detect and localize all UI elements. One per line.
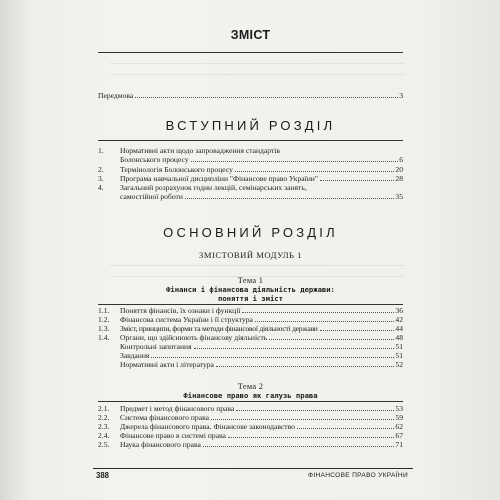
leader-dots: [320, 179, 394, 181]
toc-entry-continuation[interactable]: [98, 155, 403, 164]
topic-label: Тема 2: [237, 382, 264, 391]
leader-dots: [235, 170, 395, 172]
divider: [98, 304, 403, 305]
toc-entry-continuation[interactable]: [98, 192, 403, 201]
toc-entry-number: 3.: [98, 174, 104, 183]
toc-entry-page: 42: [395, 315, 403, 324]
leader-dots: [151, 356, 394, 358]
toc-entry-number: 1.: [98, 146, 104, 155]
toc-entry-text: Програма навчальної дисципліни "Фінансове право України": [120, 174, 318, 183]
toc-entry[interactable]: [98, 404, 403, 413]
toc-entry[interactable]: [98, 440, 403, 449]
toc-entry-page: 51: [395, 351, 403, 360]
leader-dots: [320, 329, 395, 331]
toc-entry-page: 53: [395, 404, 403, 413]
toc-entry[interactable]: [98, 431, 403, 440]
toc-entry-text: Загальний розрахунок годин лекцій, семінарських занять,: [120, 183, 307, 192]
toc-entry[interactable]: [98, 315, 403, 324]
show-through-line: [110, 265, 405, 266]
divider: [98, 401, 403, 402]
show-through-line: [110, 74, 405, 75]
toc-entry-text: Фінансова система України і її структура: [120, 315, 253, 324]
toc-entry[interactable]: [98, 422, 403, 431]
toc-entry-page: 20: [395, 165, 403, 174]
toc-entry-number: 4.: [98, 183, 104, 192]
toc-entry[interactable]: [98, 183, 403, 192]
toc-entry-number: 1.4.: [98, 333, 110, 342]
leader-dots: [185, 197, 395, 199]
leader-dots: [135, 96, 398, 98]
leader-dots: [216, 365, 394, 367]
toc-entry-preface[interactable]: [98, 91, 403, 100]
leader-dots: [269, 338, 394, 340]
section-heading-main: ОСНОВНИЙ РОЗДІЛ: [163, 225, 338, 240]
leader-dots: [211, 418, 394, 420]
section-heading-intro: ВСТУПНИЙ РОЗДІЛ: [165, 118, 336, 133]
module-heading: ЗМІСТОВИЙ МОДУЛЬ 1: [199, 250, 302, 260]
toc-entry[interactable]: [98, 324, 403, 333]
toc-entry-text: Система фінансового права: [120, 413, 209, 422]
toc-entry[interactable]: [98, 360, 403, 369]
toc-entry-page: 62: [395, 422, 403, 431]
leader-dots: [242, 311, 394, 313]
toc-entry-page: 35: [395, 192, 403, 201]
toc-entry-text: Наука фінансового права: [120, 440, 201, 449]
footer-divider: [93, 468, 413, 469]
toc-entry-text: Нормативні акти і література: [120, 360, 214, 369]
toc-entry-text: Болонського процесу: [120, 155, 189, 164]
toc-entry-page: 67: [395, 431, 403, 440]
toc-entry-number: 2.2.: [98, 413, 110, 422]
toc-entry-text: Термінологія Болонського процесу: [120, 165, 233, 174]
toc-entry-number: 2.5.: [98, 440, 110, 449]
page-number: 388: [96, 471, 110, 480]
divider: [98, 52, 403, 53]
toc-entry-text: Контрольні запитання: [120, 342, 192, 351]
toc-entry-page: 59: [395, 413, 403, 422]
toc-entry[interactable]: [98, 146, 403, 155]
leader-dots: [255, 320, 394, 322]
topic-title: Фінансове право як галузь права: [183, 391, 318, 400]
toc-entry[interactable]: [98, 351, 403, 360]
toc-entry-text: самостійної роботи: [120, 192, 183, 201]
toc-entry-page: 52: [395, 360, 403, 369]
show-through-line: [110, 63, 405, 64]
toc-entry-text: Нормативні акти щодо запровадження стандартів: [120, 146, 280, 155]
toc-entry-page: 48: [395, 333, 403, 342]
toc-entry-number: 1.2.: [98, 315, 110, 324]
toc-entry-page: 6: [399, 155, 403, 164]
toc-entry-page: 3: [399, 91, 403, 100]
running-title: ФІНАНСОВЕ ПРАВО УКРАЇНИ: [308, 472, 408, 479]
toc-entry[interactable]: [98, 306, 403, 315]
toc-entry-number: 2.3.: [98, 422, 110, 431]
toc-entry-text: Джерела фінансового права. Фінансове законодавство: [120, 422, 295, 431]
topic-label: Тема 1: [237, 276, 264, 285]
toc-entry-text: Предмет і метод фінансового права: [120, 404, 235, 413]
leader-dots: [236, 409, 394, 411]
leader-dots: [228, 436, 394, 438]
topic-title: поняття і зміст: [218, 294, 283, 303]
toc-entry[interactable]: [98, 413, 403, 422]
toc-entry-text: Фінансове право в системі права: [120, 431, 226, 440]
toc-entry-text: Передмова: [98, 91, 134, 100]
toc-entry-text: Завдання: [120, 351, 150, 360]
topic-title: Фінанси і фінансова діяльність держави:: [166, 285, 335, 294]
toc-entry-text: Поняття фінансів, їх ознаки і функції: [120, 306, 241, 315]
toc-entry-number: 2.: [98, 165, 104, 174]
leader-dots: [194, 347, 395, 349]
leader-dots: [297, 427, 394, 429]
toc-entry-number: 2.4.: [98, 431, 110, 440]
toc-entry-page: 28: [395, 174, 403, 183]
toc-entry[interactable]: [98, 342, 403, 351]
toc-entry[interactable]: [98, 165, 403, 174]
toc-entry-page: 36: [395, 306, 403, 315]
toc-entry-page: 71: [395, 440, 403, 449]
toc-entry-number: 1.1.: [98, 306, 110, 315]
divider: [98, 140, 403, 141]
toc-entry-number: 1.3.: [98, 324, 110, 333]
page-title: ЗМІСТ: [230, 28, 271, 42]
leader-dots: [191, 160, 399, 162]
toc-entry-text: Органи, що здійснюють фінансову діяльність: [120, 333, 268, 342]
leader-dots: [203, 445, 395, 447]
toc-entry[interactable]: [98, 333, 403, 342]
toc-entry-page: 44: [395, 324, 403, 333]
toc-entry-number: 2.1.: [98, 404, 110, 413]
toc-entry-text: Зміст, принципи, форми та методи фінансової діяльності держави: [120, 324, 318, 333]
toc-entry-page: 51: [395, 342, 403, 351]
toc-entry[interactable]: [98, 174, 403, 183]
